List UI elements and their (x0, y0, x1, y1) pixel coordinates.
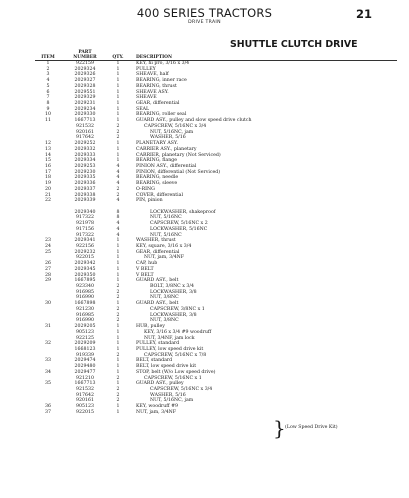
part-number: 917642 (76, 392, 94, 398)
description: CAPSCREW, 5/16NC x 7/8 (144, 352, 207, 358)
part-number: 916985 (76, 312, 94, 318)
item-number: 7 (46, 95, 50, 101)
part-number: 1667713 (74, 381, 96, 387)
part-number: 2029324 (74, 66, 96, 72)
quantity: 1 (116, 101, 120, 107)
description: WASHER, 5/16 (150, 135, 186, 141)
part-number: 2029341 (74, 238, 96, 244)
description: SHEAVE, half (136, 72, 169, 78)
description: GUARD ASY., pulley and slow speed drive clutch (136, 118, 252, 124)
quantity: 1 (116, 346, 120, 352)
quantity: 1 (116, 78, 120, 84)
quantity: 1 (116, 261, 120, 267)
item-number: 31 (45, 324, 51, 330)
description: V BELT (136, 272, 154, 278)
quantity: 1 (116, 83, 120, 89)
part-number: 2029474 (74, 358, 96, 364)
part-number: 1668123 (74, 346, 96, 352)
description: BELT, low speed drive kit (136, 364, 197, 370)
part-number: 921230 (76, 306, 94, 312)
part-number: 2029332 (74, 146, 96, 152)
description: GUARD ASY., belt (136, 278, 179, 284)
item-number: 37 (45, 409, 51, 415)
page-number: 21 (356, 7, 373, 21)
part-number: 2029234 (74, 106, 96, 112)
quantity: 4 (116, 221, 120, 227)
series-title: 400 SERIES TRACTORS (136, 6, 273, 20)
quantity: 1 (116, 409, 120, 415)
item-number: 33 (45, 358, 51, 364)
description: SHEAVE ASY. (136, 89, 169, 95)
quantity: 2 (116, 186, 120, 192)
part-number: 905123 (76, 404, 94, 410)
description: NUT, 5/16NC, jam (150, 398, 194, 404)
description: PINION ASY., differential (136, 163, 197, 169)
description: SHEAVE (136, 95, 157, 101)
part-number: 2029333 (74, 152, 96, 158)
item-number: 23 (45, 238, 51, 244)
column-header-part-line1: PART (78, 49, 92, 55)
part-number: 916985 (76, 289, 94, 295)
quantity: 1 (116, 61, 120, 66)
part-number: 1667713 (74, 118, 96, 124)
quantity: 1 (116, 118, 120, 124)
description: LOCKWASHER, 3/8 (150, 312, 197, 318)
description: BEARING, flange (136, 158, 178, 164)
description: STOP, belt (W/o Low speed drive) (136, 369, 216, 375)
description: GEAR, differential (136, 101, 180, 107)
description: WASHER, thrust (136, 238, 176, 244)
part-number: 2029252 (74, 141, 96, 147)
quantity: 1 (116, 158, 120, 164)
item-number: 3 (46, 72, 50, 78)
part-number: 921210 (76, 375, 94, 381)
description: GUARD ASY., belt (136, 301, 179, 307)
quantity: 2 (116, 135, 120, 141)
part-number: 921532 (76, 123, 94, 129)
part-number: 921978 (76, 221, 94, 227)
part-number: 917322 (76, 215, 94, 221)
column-header-qty: QTY. (112, 55, 124, 60)
description: BELT, standard (136, 358, 173, 364)
quantity: 1 (116, 106, 120, 112)
part-number: 2029480 (74, 364, 96, 370)
description: GUARD ASY., pulley (136, 381, 184, 387)
part-number: 2029551 (74, 89, 96, 95)
description: NUT, 5/16NC (150, 232, 182, 238)
part-number: 919339 (76, 352, 94, 358)
quantity: 2 (116, 312, 120, 318)
quantity: 1 (116, 146, 120, 152)
quantity: 1 (116, 238, 120, 244)
description: BOLT, 3/8NC x 3/4 (150, 284, 194, 290)
item-number: 28 (45, 272, 51, 278)
part-number: 2029335 (74, 175, 96, 181)
description: O-RING (136, 186, 155, 192)
part-number: 2029334 (74, 158, 96, 164)
quantity: 2 (116, 284, 120, 290)
quantity: 2 (116, 295, 120, 301)
part-number: 1667898 (74, 301, 96, 307)
description: PLANETARY ASY. (136, 141, 178, 147)
description: BEARING, roller seal (136, 112, 187, 118)
item-number: 14 (45, 152, 51, 158)
description: PULLEY, standard (136, 341, 180, 347)
parts-table (0, 61, 409, 416)
column-header-item: ITEM (41, 55, 55, 60)
description: LOCKWASHER, shakeproof (150, 209, 216, 215)
item-number: 19 (45, 181, 51, 187)
quantity: 4 (116, 169, 120, 175)
part-number: 916990 (76, 318, 94, 324)
quantity: 1 (116, 301, 120, 307)
quantity: 2 (116, 352, 120, 358)
item-number: 29 (45, 278, 51, 284)
part-number: 2029340 (74, 209, 96, 215)
quantity: 2 (116, 123, 120, 129)
item-number: 13 (45, 146, 51, 152)
part-number: 920161 (76, 398, 94, 404)
side-note: (Low Speed Drive Kit) (285, 425, 338, 430)
part-number: 922125 (76, 335, 94, 341)
part-number: 921532 (76, 386, 94, 392)
part-number: 1667895 (74, 278, 96, 284)
description: LOCKWASHER, 3/8 (150, 289, 197, 295)
quantity: 1 (116, 329, 120, 335)
item-number: 35 (45, 381, 51, 387)
quantity: 8 (116, 209, 120, 215)
part-number: 2029231 (74, 101, 96, 107)
description: CAPSCREW, 3/8NC x 1 (150, 306, 205, 312)
description: KEY, woodruff #9 (136, 404, 179, 410)
item-number: 27 (45, 266, 51, 272)
item-number: 20 (45, 186, 51, 192)
description: CAPSCREW, 5/16NC x 3/4 (150, 386, 213, 392)
item-number: 22 (45, 198, 51, 204)
part-number: 917322 (76, 232, 94, 238)
part-number: 2029350 (74, 272, 96, 278)
description: V BELT (136, 266, 154, 272)
item-number: 8 (46, 101, 50, 107)
part-number: 2029209 (74, 341, 96, 347)
quantity: 1 (116, 249, 120, 255)
quantity: 1 (116, 278, 120, 284)
item-number: 18 (45, 175, 51, 181)
part-number: 905123 (76, 329, 94, 335)
item-number: 5 (46, 83, 50, 89)
part-number: 2029232 (74, 249, 96, 255)
description: KEY, 3/16 x 3/4 #9 woodruff (144, 329, 212, 335)
description: NUT, 3/8NC (150, 318, 179, 324)
quantity: 1 (116, 381, 120, 387)
description: PULLEY, low speed drive kit (136, 346, 204, 352)
description: NUT, jam, 3/4NF (136, 409, 177, 415)
description: CARRIER ASY., planetary (136, 146, 197, 152)
part-number: 923340 (76, 284, 94, 290)
part-number: 916990 (76, 295, 94, 301)
part-number: 2029329 (74, 95, 96, 101)
part-number: 2029328 (74, 83, 96, 89)
part-number: 2029330 (74, 112, 96, 118)
description: NUT, 3/8NC (150, 295, 179, 301)
quantity: 4 (116, 198, 120, 204)
table-row (0, 410, 409, 416)
quantity: 1 (116, 324, 120, 330)
item-number: 1 (46, 61, 50, 66)
item-number: 6 (46, 89, 50, 95)
quantity: 1 (116, 95, 120, 101)
description: PIN, pinion (136, 198, 163, 204)
description: SEAL (136, 106, 150, 112)
part-number: 2029337 (74, 186, 96, 192)
part-number: 917642 (76, 135, 94, 141)
quantity: 1 (116, 152, 120, 158)
description: NUT, 3/4NF, jam lock (144, 335, 195, 341)
part-number: 922015 (76, 255, 94, 261)
quantity: 1 (116, 112, 120, 118)
item-number: 2 (46, 66, 50, 72)
quantity: 4 (116, 163, 120, 169)
part-number: 922159 (76, 61, 94, 66)
part-number: 2029477 (74, 369, 96, 375)
item-number: 30 (45, 301, 51, 307)
subtitle: DRIVE TRAIN (188, 20, 221, 25)
quantity: 8 (116, 215, 120, 221)
description: CAP, hub (136, 261, 158, 267)
item-number: 16 (45, 163, 51, 169)
item-number: 9 (46, 106, 50, 112)
part-number: 917156 (76, 226, 94, 232)
quantity: 4 (116, 175, 120, 181)
item-number: 10 (45, 112, 51, 118)
quantity: 2 (116, 306, 120, 312)
description: PINION, differential (Not Serviced) (136, 169, 221, 175)
description: CAPSCREW, 5/16NC x 2 (150, 221, 208, 227)
part-number: 2029339 (74, 198, 96, 204)
description: LOCKWASHER, 5/16NC (150, 226, 208, 232)
description: BEARING, needle (136, 175, 179, 181)
part-number: 2029338 (74, 192, 96, 198)
quantity: 1 (116, 369, 120, 375)
description: CAPSCREW, 5/16NC x 1 (144, 375, 202, 381)
item-number: 24 (45, 244, 51, 249)
description: CAPSCREW, 5/16NC x 3/4 (144, 123, 207, 129)
quantity: 2 (116, 386, 120, 392)
part-number: 922015 (76, 409, 94, 415)
quantity: 1 (116, 89, 120, 95)
section-title: SHUTTLE CLUTCH DRIVE (230, 39, 358, 50)
quantity: 1 (116, 404, 120, 410)
quantity: 2 (116, 392, 120, 398)
part-number: 2029327 (74, 78, 96, 84)
quantity: 1 (116, 141, 120, 147)
quantity: 1 (116, 364, 120, 370)
quantity: 4 (116, 232, 120, 238)
part-number: 2029336 (74, 181, 96, 187)
part-number: 2029230 (74, 169, 96, 175)
description: NUT, 5/16NC (150, 215, 182, 221)
description: COVER, differential (136, 192, 183, 198)
description: HUB, pulley (136, 324, 165, 330)
item-number: 17 (45, 169, 51, 175)
description: PULLEY (136, 66, 156, 72)
item-number: 4 (46, 78, 50, 84)
quantity: 2 (116, 375, 120, 381)
quantity: 1 (116, 272, 120, 278)
quantity: 1 (116, 335, 120, 341)
brace: } (273, 416, 286, 440)
item-number: 36 (45, 404, 51, 410)
quantity: 1 (116, 358, 120, 364)
quantity: 2 (116, 129, 120, 135)
item-number: 32 (45, 341, 51, 347)
quantity: 4 (116, 181, 120, 187)
quantity: 1 (116, 66, 120, 72)
description: CARRIER, planetary (Not Serviced) (136, 152, 221, 158)
description: NUT, 5/16NC, jam (150, 129, 194, 135)
description: BEARING, thrust (136, 83, 177, 89)
description: NUT, jam, 3/4NF (144, 255, 185, 261)
quantity: 1 (116, 255, 120, 261)
item-number: 21 (45, 192, 51, 198)
quantity: 2 (116, 318, 120, 324)
part-number: 2029253 (74, 163, 96, 169)
quantity: 2 (116, 289, 120, 295)
quantity: 1 (116, 266, 120, 272)
part-number: 922156 (76, 244, 94, 249)
description: KEY, hi pro, 3/16 x 3/4 (136, 61, 190, 66)
column-header-description: DESCRIPTION (136, 55, 172, 60)
description: WASHER, 5/16 (150, 392, 186, 398)
description: BEARING, inner race (136, 78, 187, 84)
part-number: 2029326 (74, 72, 96, 78)
item-number: 12 (45, 141, 51, 147)
quantity: 2 (116, 192, 120, 198)
quantity: 1 (116, 244, 120, 249)
quantity: 1 (116, 341, 120, 347)
part-number: 2029342 (74, 261, 96, 267)
part-number: 920161 (76, 129, 94, 135)
part-number: 2029205 (74, 324, 96, 330)
item-number: 34 (45, 369, 51, 375)
description: BEARING, sleeve (136, 181, 178, 187)
quantity: 4 (116, 226, 120, 232)
part-number: 2029345 (74, 266, 96, 272)
item-number: 11 (45, 118, 51, 124)
quantity: 1 (116, 72, 120, 78)
item-number: 25 (45, 249, 51, 255)
item-number: 26 (45, 261, 51, 267)
description: GEAR, differential (136, 249, 180, 255)
description: KEY, square, 3/16 x 3/4 (136, 244, 192, 249)
item-number: 15 (45, 158, 51, 164)
column-header-part-line2: NUMBER (73, 55, 97, 60)
quantity: 2 (116, 398, 120, 404)
